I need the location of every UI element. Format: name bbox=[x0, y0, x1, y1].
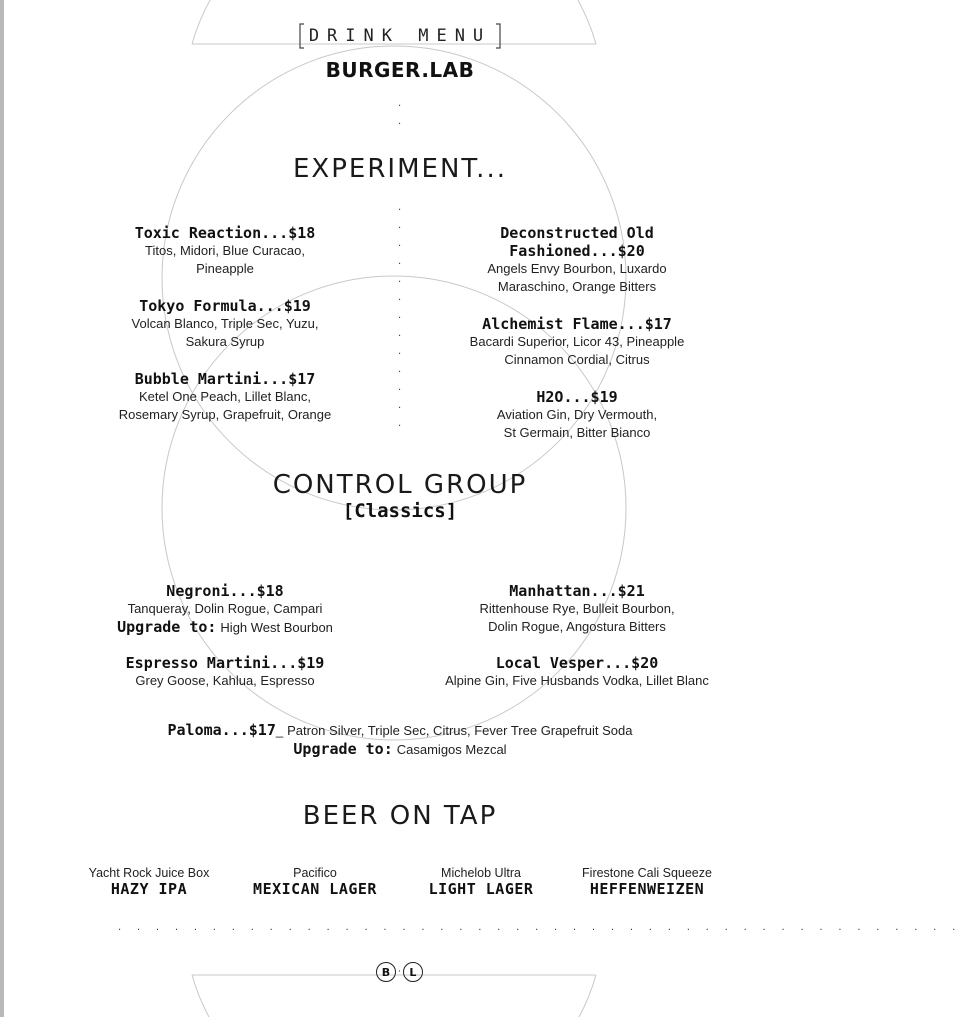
drink-name: Paloma...$17 bbox=[167, 721, 276, 739]
drink-manhattan bbox=[432, 582, 722, 636]
drink-desc: Titos, Midori, Blue Curacao, bbox=[145, 243, 305, 258]
logo-dot: · bbox=[398, 967, 401, 977]
drink-name: Deconstructed Old bbox=[500, 224, 654, 242]
beer-brand: Michelob Ultra bbox=[441, 866, 521, 880]
drink-desc: Rosemary Syrup, Grapefruit, Orange bbox=[118, 407, 332, 422]
drink-separator: _ bbox=[275, 723, 284, 738]
drink-local-vesper bbox=[412, 654, 742, 690]
drink-paloma bbox=[100, 721, 700, 759]
upgrade-label: Upgrade to: bbox=[117, 618, 217, 636]
logo-l-mark: L bbox=[403, 962, 423, 982]
beer-item bbox=[238, 866, 392, 898]
drink-alchemist-flame bbox=[432, 315, 722, 369]
drink-desc: Angels Envy Bourbon, Luxardo bbox=[487, 261, 667, 276]
drink-desc: Grey Goose, Kahlua, Espresso bbox=[135, 673, 315, 688]
footer-logo bbox=[376, 961, 423, 983]
beer-style: HAZY IPA bbox=[110, 880, 188, 898]
section-subtitle-classics: [Classics] bbox=[342, 500, 458, 522]
beer-item bbox=[404, 866, 558, 898]
footer-dot-divider: · · · · · · · · · · · · · · · · · · · · · · · · · · · · · · · · · · · · · · · · · · · · · bbox=[118, 925, 962, 936]
drink-desc: Ketel One Peach, Lillet Blanc, bbox=[139, 389, 311, 404]
drink-name: Manhattan...$21 bbox=[509, 582, 645, 600]
upgrade-option: Casamigos Mezcal bbox=[396, 742, 507, 757]
logo-b-mark: B bbox=[376, 962, 396, 982]
drink-desc: Dolin Rogue, Angostura Bitters bbox=[488, 619, 666, 634]
drink-name: Espresso Martini...$19 bbox=[125, 654, 325, 672]
upgrade-line bbox=[100, 740, 700, 759]
menu-label: DRINK MENU bbox=[308, 26, 492, 46]
section-title-experiment: EXPERIMENT... bbox=[293, 154, 507, 184]
drink-deconstructed-old-fashioned bbox=[432, 224, 722, 296]
drink-name: Bubble Martini...$17 bbox=[134, 370, 316, 388]
drink-toxic-reaction bbox=[80, 224, 370, 278]
drink-desc: Cinnamon Cordial, Citrus bbox=[504, 352, 650, 367]
section-title-beer-on-tap: BEER ON TAP bbox=[302, 801, 498, 831]
drink-desc: Pineapple bbox=[196, 261, 254, 276]
beer-brand: Firestone Cali Squeeze bbox=[582, 866, 712, 880]
upgrade-option: High West Bourbon bbox=[220, 620, 333, 635]
drink-name: H2O...$19 bbox=[536, 388, 618, 406]
beer-style: LIGHT LAGER bbox=[428, 880, 534, 898]
drink-desc: Aviation Gin, Dry Vermouth, bbox=[496, 407, 658, 422]
section-title-control-group: CONTROL GROUP bbox=[272, 470, 528, 500]
drink-name: Negroni...$18 bbox=[166, 582, 284, 600]
drink-desc: Sakura Syrup bbox=[185, 334, 265, 349]
drink-name: Toxic Reaction...$18 bbox=[134, 224, 316, 242]
beer-style: MEXICAN LAGER bbox=[253, 880, 377, 898]
upgrade-line bbox=[80, 618, 370, 637]
beer-style: HEFFENWEIZEN bbox=[589, 880, 705, 898]
drink-negroni bbox=[80, 582, 370, 637]
brand-name: BURGER.LAB bbox=[325, 58, 475, 82]
drink-desc: Maraschino, Orange Bitters bbox=[497, 279, 657, 294]
drink-h2o bbox=[432, 388, 722, 442]
drink-espresso-martini bbox=[80, 654, 370, 690]
drink-name: Local Vesper...$20 bbox=[495, 654, 659, 672]
upgrade-label: Upgrade to: bbox=[293, 740, 393, 758]
column-dot-divider: · · · · · · · · · · · · · bbox=[398, 205, 402, 432]
beer-item bbox=[72, 866, 226, 898]
drink-desc: Tanqueray, Dolin Rogue, Campari bbox=[127, 601, 323, 616]
drink-bubble-martini bbox=[80, 370, 370, 424]
beer-brand: Yacht Rock Juice Box bbox=[88, 866, 210, 880]
header-dot-divider: · · bbox=[398, 101, 402, 130]
beer-brand: Pacifico bbox=[293, 866, 337, 880]
drink-desc: Rittenhouse Rye, Bulleit Bourbon, bbox=[479, 601, 675, 616]
drink-name: Alchemist Flame...$17 bbox=[482, 315, 672, 333]
drink-desc: Alpine Gin, Five Husbands Vodka, Lillet Blanc bbox=[445, 673, 709, 688]
drink-desc: Bacardi Superior, Licor 43, Pineapple bbox=[469, 334, 685, 349]
drink-name: Tokyo Formula...$19 bbox=[139, 297, 311, 315]
paloma-line bbox=[100, 721, 700, 740]
drink-desc: Patron Silver, Triple Sec, Citrus, Fever Tree Grapefruit Soda bbox=[287, 723, 633, 738]
drink-desc: Volcan Blanco, Triple Sec, Yuzu, bbox=[131, 316, 319, 331]
drink-name: Fashioned...$20 bbox=[509, 242, 645, 260]
beer-item bbox=[570, 866, 724, 898]
drink-desc: St Germain, Bitter Bianco bbox=[503, 425, 651, 440]
drink-tokyo-formula bbox=[80, 297, 370, 351]
